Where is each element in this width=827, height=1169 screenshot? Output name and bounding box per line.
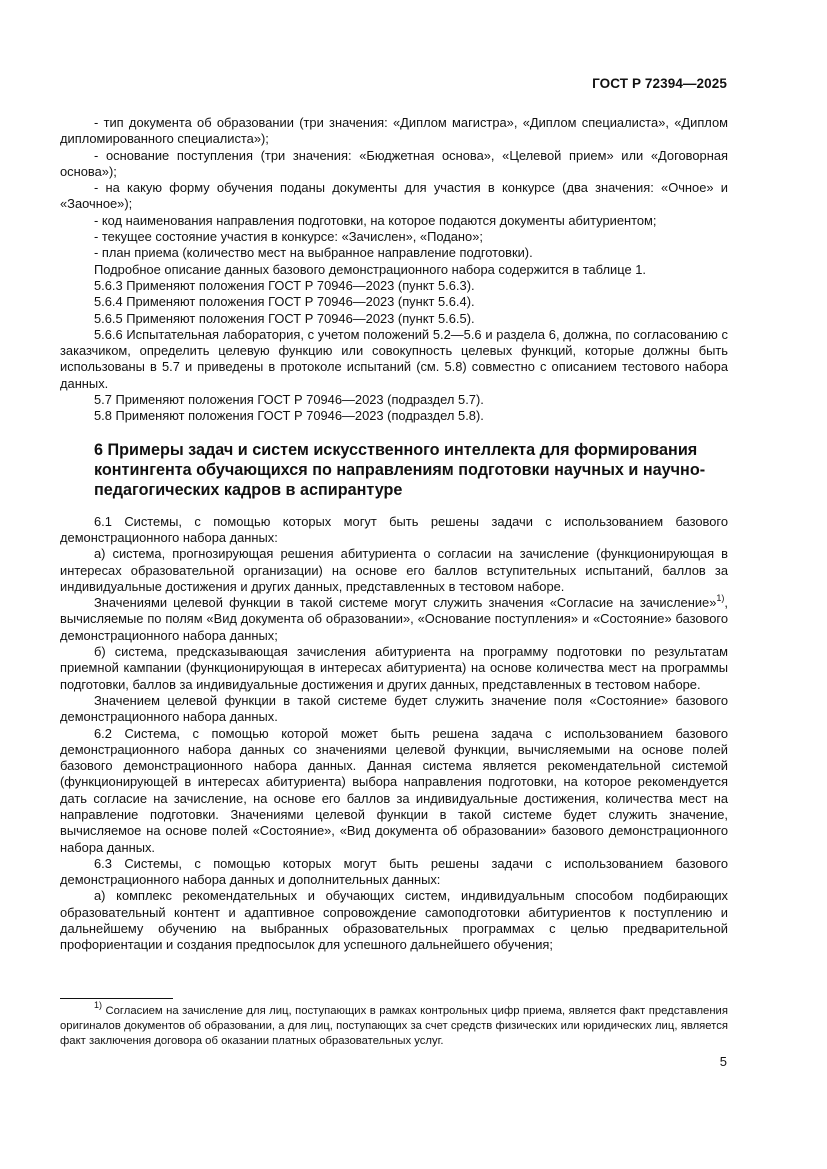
- clause-6-2: 6.2 Система, с помощью которой может быть решена задача с использованием базового демонстрационного набора данных со значениями целевой функции, вычисляемыми на основе полей базового демонстрационного набора данных. Данная система является рекомендательной системой (функционирующей в интересах абитуриента) выбора направления подготовки, на которое рекомендуется дать согласие на зачисление, на основе его баллов за индивидуальные достижения, количества мест на направление подготовки. Значениями целевой функции в такой системе будет служить значение, вычисляемое на основе полей «Состояние», «Вид документа об образовании» базового демонстрационного набора данных.: [60, 725, 728, 855]
- footnote-body: Согласием на зачисление для лиц, поступающих в рамках контрольных цифр приема, является факт представления оригиналов документов об образовании, а для лиц, поступающих за счет средств физических или юридических лиц, является факт заключения договора об оказании платных образовательных услуг.: [60, 1005, 728, 1047]
- section-6-heading: 6 Примеры задач и систем искусственного интеллекта для формирования контингента обучающихся по направлениям подготовки научных и научно-педагогических кадров в аспирантуре: [94, 440, 706, 499]
- standard-code-header: ГОСТ Р 72394—2025: [592, 76, 727, 91]
- footnote-divider: [60, 998, 173, 999]
- footnote-reference[interactable]: 1): [716, 592, 725, 603]
- footnote-marker: 1): [94, 1000, 103, 1011]
- paragraph-text: Значениями целевой функции в такой системе могут служить значения «Согласие на зачисление»: [94, 595, 717, 611]
- clause-6-1: 6.1 Системы, с помощью которых могут быть решены задачи с использованием базового демонстрационного набора данных:: [60, 513, 728, 545]
- paragraph: Подробное описание данных базового демонстрационного набора содержится в таблице 1.: [94, 261, 646, 277]
- paragraph: - текущее состояние участия в конкурсе: «Зачислен», «Подано»;: [94, 229, 483, 245]
- clause-6-3: 6.3 Системы, с помощью которых могут быть решены задачи с использованием базового демонстрационного набора данных и дополнительных данных:: [60, 855, 728, 888]
- page-number: 5: [719, 1054, 727, 1069]
- clause-5-8: 5.8 Применяют положения ГОСТ Р 70946—2023 (подраздел 5.8).: [94, 408, 484, 424]
- paragraph: - на какую форму обучения поданы документы для участия в конкурсе (два значения: «Очное» и «Заочное»);: [60, 180, 728, 212]
- clause-5-6-5: 5.6.5 Применяют положения ГОСТ Р 70946—2023 (пункт 5.6.5).: [94, 310, 475, 326]
- clause-5-6-6: 5.6.6 Испытательная лаборатория, с учетом положений 5.2—5.6 и раздела 6, должна, по согласованию с заказчиком, определить целевую функцию или совокупность целевых функций, которые должны быть использованы в 5.7 и приведены в протоколе испытаний (см. 5.8) совместно с описанием тестового набора данных.: [60, 326, 728, 391]
- document-body: [60, 115, 728, 954]
- clause-5-6-4: 5.6.4 Применяют положения ГОСТ Р 70946—2023 (пункт 5.6.4).: [94, 294, 475, 310]
- paragraph-with-footnote: [60, 592, 728, 644]
- paragraph: - план приема (количество мест на выбранное направление подготовки).: [94, 245, 533, 261]
- paragraph-text: , вычисляемые по полям «Вид документа об образовании», «Основание поступления» и «Состояние» базового демонстрационного набора данных;: [60, 595, 728, 643]
- clause-5-6-3: 5.6.3 Применяют положения ГОСТ Р 70946—2023 (пункт 5.6.3).: [94, 277, 475, 293]
- footnote: [60, 1000, 728, 1049]
- paragraph: - основание поступления (три значения: «Бюджетная основа», «Целевой прием» или «Договорная основа»);: [60, 147, 728, 179]
- paragraph: - код наименования направления подготовки, на которое подаются документы абитуриентом;: [94, 212, 657, 228]
- list-item-a: а) комплекс рекомендательных и обучающих систем, индивидуальным способом подбирающих образовательный контент и адаптивное сопровождение самоподготовки абитуриентов к поступлению и дальнейшему обучению на выбранных образовательных программах с целью предварительной профориентации и создания предпосылок для успешного дальнейшего обучения;: [60, 888, 728, 953]
- footnote-text: [60, 1000, 728, 1049]
- paragraph: - тип документа об образовании (три значения: «Диплом магистра», «Диплом специалиста», «Диплом дипломированного специалиста»);: [60, 115, 728, 147]
- list-item-a: а) система, прогнозирующая решения абитуриента о согласии на зачисление (функционирующая в интересах образовательной организации) на основе его баллов вступительных испытаний, баллов за индивидуальные достижения и других данных, представленных в тестовом наборе.: [60, 546, 728, 594]
- list-item-b: б) система, предсказывающая зачисления абитуриента на программу подготовки по результатам приемной кампании (функционирующая в интересах абитуриента) на основе количества мест на программы подготовки, баллов за индивидуальные достижения и других данных, представленных в тестовом наборе.: [60, 644, 728, 692]
- paragraph: Значением целевой функции в такой системе будет служить значение поля «Состояние» базового демонстрационного набора данных.: [60, 692, 728, 725]
- clause-5-7: 5.7 Применяют положения ГОСТ Р 70946—2023 (подраздел 5.7).: [94, 392, 484, 408]
